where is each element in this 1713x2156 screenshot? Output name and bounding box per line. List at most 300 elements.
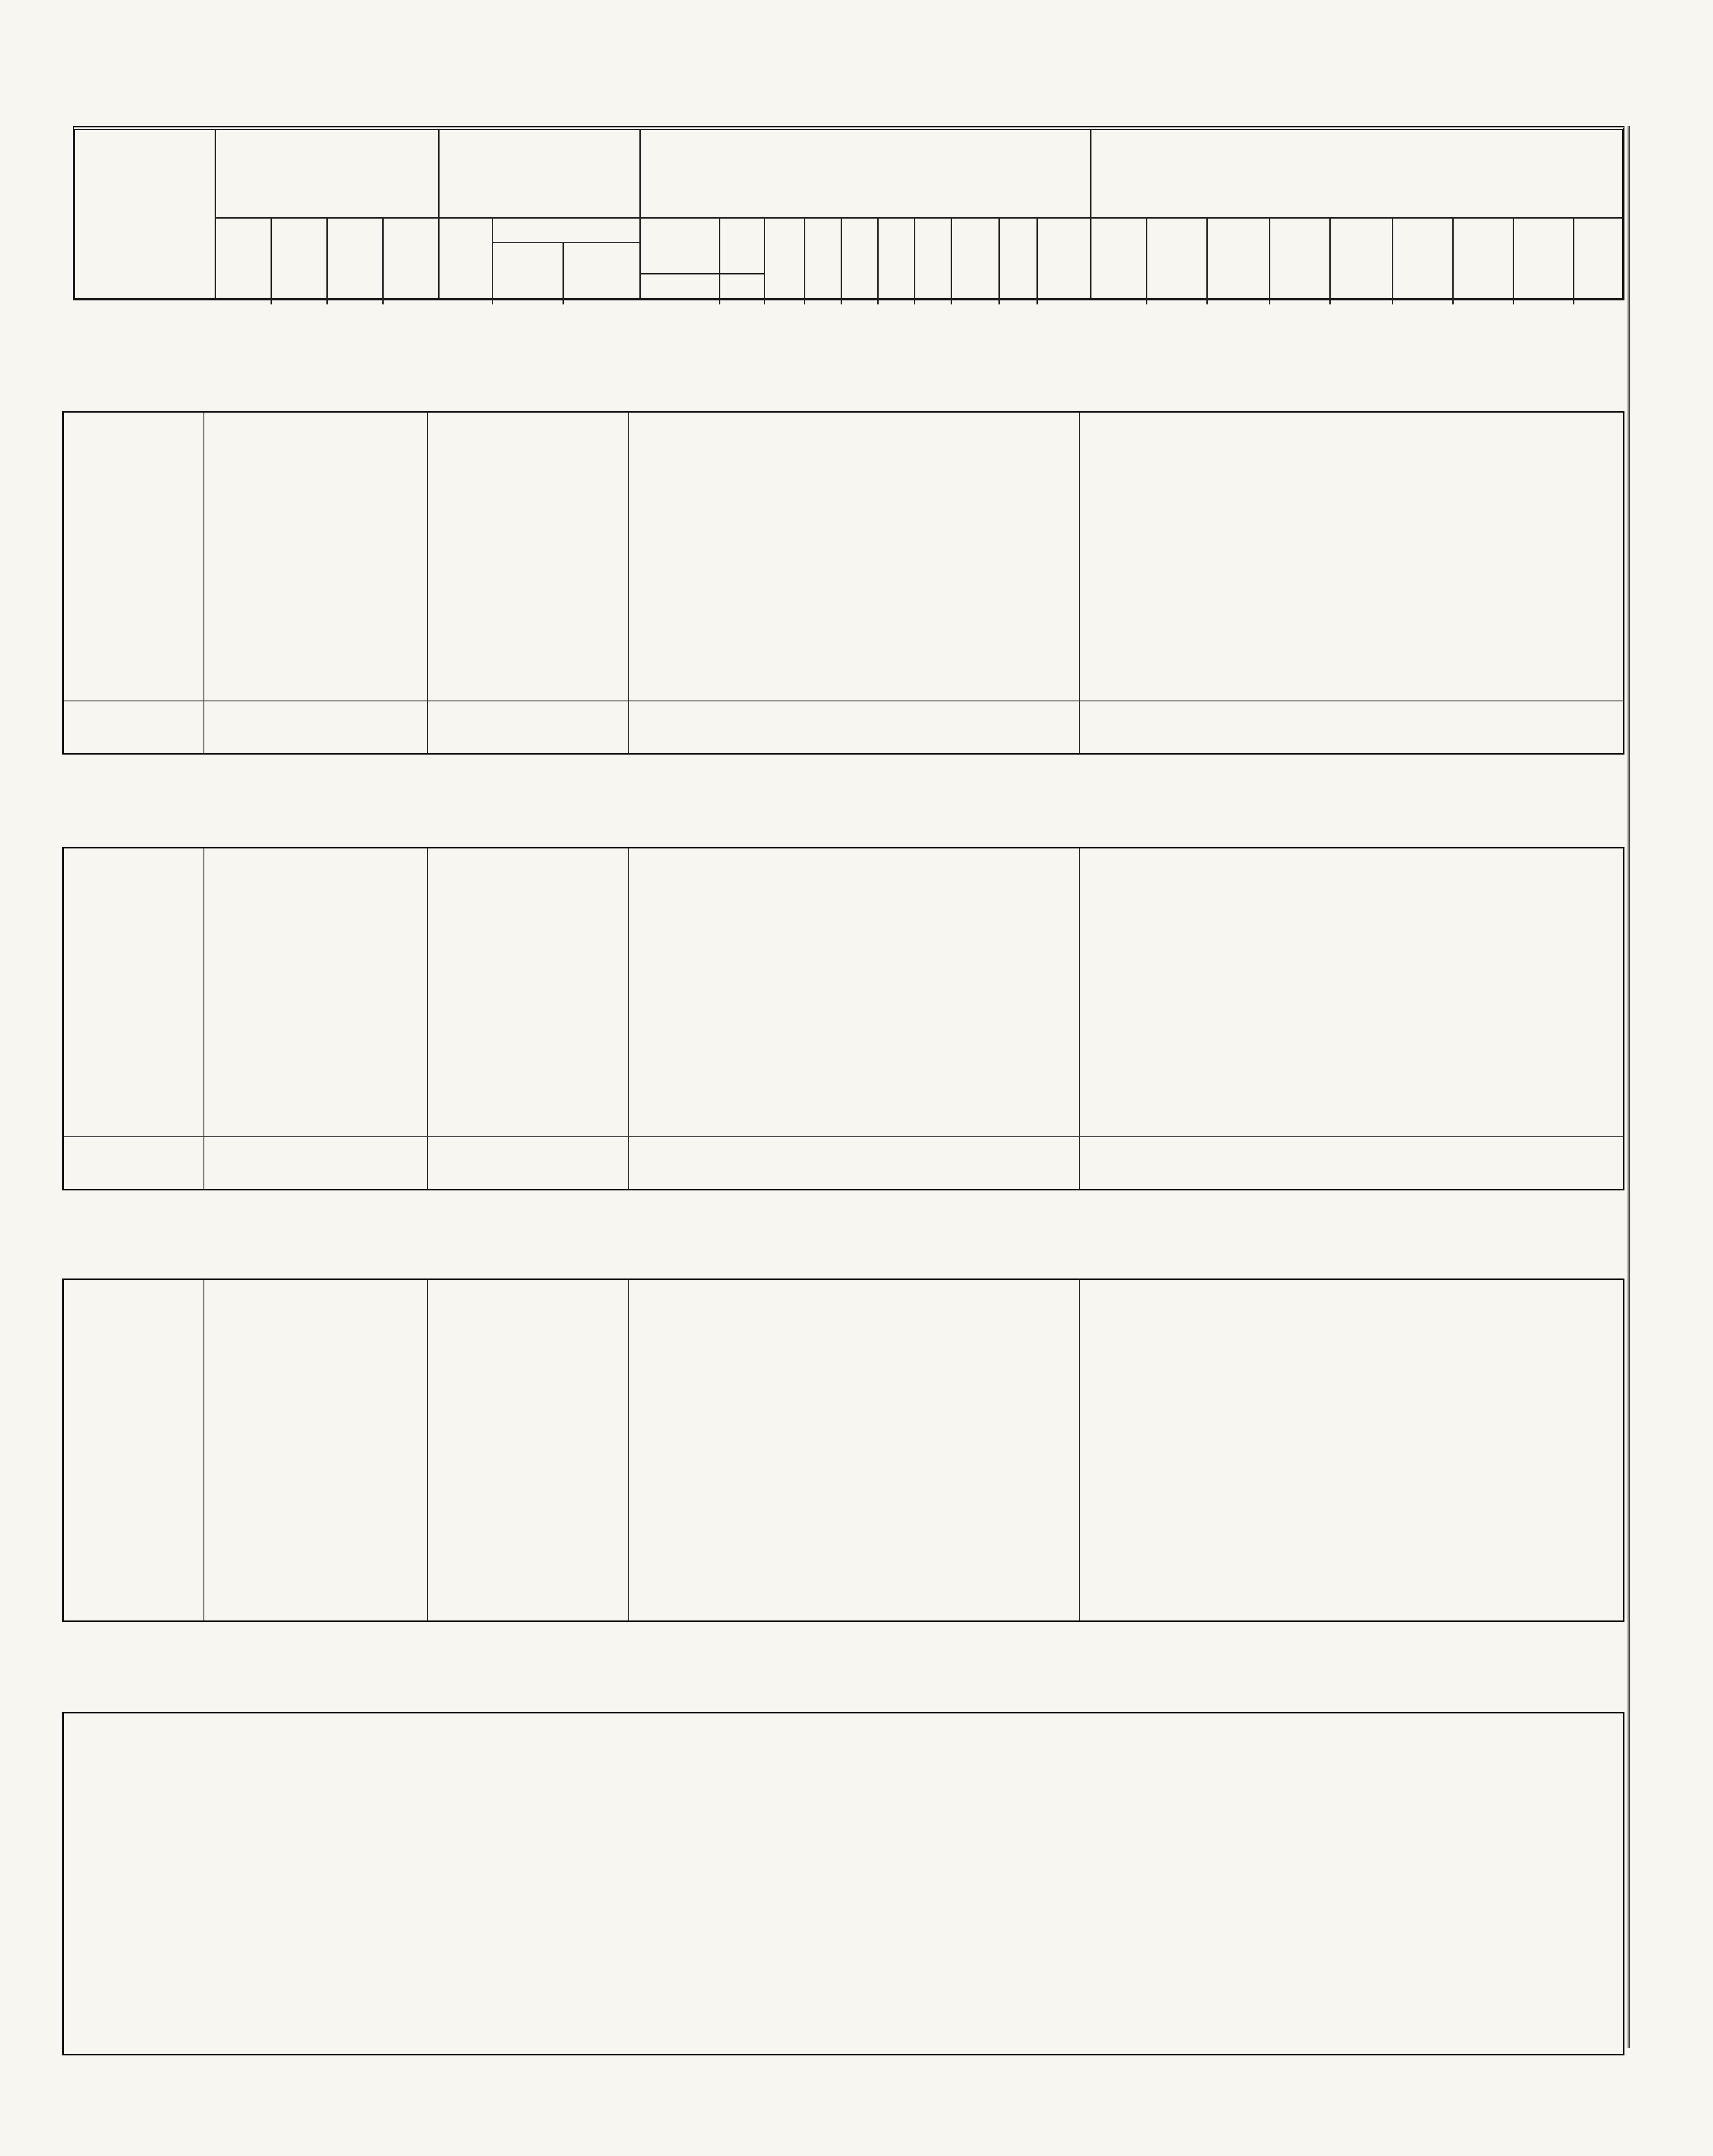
cell <box>1562 1380 1624 1401</box>
cell <box>1195 1105 1258 1125</box>
cell <box>939 1042 987 1062</box>
cell <box>866 462 903 482</box>
cell <box>939 1084 987 1104</box>
cell <box>314 1063 370 1083</box>
cell <box>1025 898 1079 918</box>
table-row <box>64 555 1623 575</box>
cell <box>370 1380 426 1401</box>
cell <box>258 949 314 969</box>
cell <box>480 534 549 554</box>
cell <box>426 1287 480 1308</box>
cell <box>939 1063 987 1083</box>
cell <box>1258 949 1318 969</box>
cell <box>480 1042 549 1062</box>
cell <box>753 1287 793 1308</box>
ge01b-header <box>764 222 804 242</box>
cell <box>1025 991 1079 1011</box>
betrag-header <box>492 249 563 275</box>
cell <box>1258 1084 1318 1104</box>
cell <box>793 1329 829 1350</box>
cell <box>903 970 939 990</box>
cell <box>1258 420 1318 440</box>
cell <box>480 1105 549 1125</box>
cell <box>207 1287 258 1308</box>
cell <box>627 701 706 722</box>
cell <box>370 898 426 918</box>
cell <box>1079 1329 1135 1350</box>
cell <box>793 420 829 440</box>
cell <box>1079 1137 1135 1158</box>
cell <box>1502 1105 1562 1125</box>
cell <box>370 669 426 689</box>
cell <box>480 483 549 503</box>
table-row <box>64 1401 1623 1422</box>
cell <box>1079 877 1135 897</box>
cell <box>426 1401 480 1422</box>
month-label <box>64 1308 198 1329</box>
cell <box>793 555 829 575</box>
cell <box>706 1308 753 1329</box>
cell <box>706 1137 753 1158</box>
cell <box>1135 1401 1195 1422</box>
cell <box>1258 877 1318 897</box>
cell <box>903 898 939 918</box>
cell <box>549 534 627 554</box>
cell <box>793 1287 829 1308</box>
cell <box>426 1329 480 1350</box>
cell <box>1258 1287 1318 1308</box>
cell <box>793 648 829 668</box>
cell <box>1195 919 1258 939</box>
cell <box>987 1063 1025 1083</box>
cell <box>1135 1063 1195 1083</box>
cell <box>866 1380 903 1401</box>
cell <box>1135 576 1195 596</box>
cell <box>426 483 480 503</box>
cell <box>1562 1137 1624 1158</box>
cell <box>1318 1084 1381 1104</box>
cell <box>1079 483 1135 503</box>
cell <box>829 1422 866 1443</box>
cell <box>793 1105 829 1125</box>
month-label <box>64 1042 198 1062</box>
cell <box>627 648 706 668</box>
cell <box>903 669 939 689</box>
cell <box>370 1042 426 1062</box>
cell <box>939 1287 987 1308</box>
cell <box>480 970 549 990</box>
cell <box>866 555 903 575</box>
cell <box>866 1063 903 1083</box>
cell <box>1258 1443 1318 1464</box>
cell <box>829 1063 866 1083</box>
table-row-year <box>64 1136 1623 1157</box>
cell <box>480 555 549 575</box>
cell <box>207 483 258 503</box>
cell <box>1318 1329 1381 1350</box>
cell <box>1025 627 1079 647</box>
table-row <box>64 1308 1623 1329</box>
cell <box>207 1401 258 1422</box>
cell <box>480 1329 549 1350</box>
cell <box>258 1287 314 1308</box>
cell <box>207 627 258 647</box>
cell <box>1381 669 1441 689</box>
wind-e <box>1206 233 1269 287</box>
cell <box>1135 1012 1195 1032</box>
cell <box>1562 648 1624 668</box>
wind-nw <box>1513 233 1573 287</box>
cell <box>1318 462 1381 482</box>
cell <box>1502 1042 1562 1062</box>
cell <box>1381 1137 1441 1158</box>
cell <box>753 1105 793 1125</box>
cell <box>314 1401 370 1422</box>
cell <box>1025 1380 1079 1401</box>
cell <box>258 856 314 876</box>
cell <box>1025 606 1079 626</box>
cell <box>370 420 426 440</box>
cell <box>370 1012 426 1032</box>
cell <box>207 949 258 969</box>
cell <box>1502 1329 1562 1350</box>
cell <box>480 669 549 689</box>
month-label <box>64 970 198 990</box>
cell <box>207 1422 258 1443</box>
cell <box>1135 513 1195 533</box>
cell <box>1562 1105 1624 1125</box>
cell <box>829 1042 866 1062</box>
cell <box>370 576 426 596</box>
cell <box>627 991 706 1011</box>
table-row <box>64 606 1623 626</box>
cell <box>987 1443 1025 1464</box>
cell <box>866 1422 903 1443</box>
cell <box>706 877 753 897</box>
cell <box>987 1380 1025 1401</box>
cell <box>549 1350 627 1371</box>
cell <box>903 949 939 969</box>
cell <box>314 1084 370 1104</box>
cell <box>1441 1287 1502 1308</box>
cell <box>1441 441 1502 461</box>
cell <box>1562 483 1624 503</box>
cell <box>903 627 939 647</box>
table-station-1 <box>62 847 1624 1190</box>
cell <box>987 441 1025 461</box>
month-label <box>64 898 198 918</box>
cell <box>1025 1329 1079 1350</box>
month-label <box>64 877 198 897</box>
cell <box>793 576 829 596</box>
cell <box>793 701 829 722</box>
cell <box>1381 970 1441 990</box>
cell <box>1195 1084 1258 1104</box>
cell <box>1318 877 1381 897</box>
cell <box>370 1137 426 1158</box>
cell <box>753 606 793 626</box>
cell <box>627 1350 706 1371</box>
cell <box>207 919 258 939</box>
cell <box>987 576 1025 596</box>
cell <box>1135 898 1195 918</box>
cell <box>1025 1401 1079 1422</box>
cell <box>706 970 753 990</box>
cell <box>1079 1012 1135 1032</box>
cell <box>1318 627 1381 647</box>
cell <box>1079 606 1135 626</box>
cell <box>370 1287 426 1308</box>
cell <box>314 1042 370 1062</box>
cell <box>1381 1042 1441 1062</box>
cell <box>1025 555 1079 575</box>
cell <box>1502 970 1562 990</box>
cell <box>1195 1308 1258 1329</box>
cell <box>903 1401 939 1422</box>
cell <box>426 1105 480 1125</box>
cell <box>706 1105 753 1125</box>
cell <box>1025 462 1079 482</box>
cell <box>903 441 939 461</box>
cell <box>706 701 753 722</box>
cell <box>1562 970 1624 990</box>
month-label <box>64 513 198 533</box>
cell <box>866 513 903 533</box>
cell <box>1318 1063 1381 1083</box>
cell <box>706 949 753 969</box>
cell <box>1441 898 1502 918</box>
cell <box>1562 919 1624 939</box>
cell <box>1258 1137 1318 1158</box>
cell <box>793 1063 829 1083</box>
cell <box>370 555 426 575</box>
cell <box>1562 1063 1624 1083</box>
cell <box>627 919 706 939</box>
cell <box>987 701 1025 722</box>
cell <box>1562 1308 1624 1329</box>
cell <box>939 1329 987 1350</box>
table-row <box>64 648 1623 668</box>
cell <box>258 1380 314 1401</box>
cell <box>1381 513 1441 533</box>
cell <box>549 669 627 689</box>
cell <box>549 1084 627 1104</box>
cell <box>258 462 314 482</box>
table-row <box>64 420 1623 440</box>
cell <box>706 1350 753 1371</box>
cell <box>370 1401 426 1422</box>
cell <box>627 606 706 626</box>
cell <box>549 627 627 647</box>
cell <box>1441 970 1502 990</box>
cell <box>1318 1308 1381 1329</box>
wind-sw <box>1392 233 1452 287</box>
cell <box>314 1287 370 1308</box>
cell <box>1562 441 1624 461</box>
cell <box>1318 1401 1381 1422</box>
cell <box>1135 420 1195 440</box>
cell <box>903 1042 939 1062</box>
cell <box>706 1063 753 1083</box>
cell <box>480 1350 549 1371</box>
cell <box>426 919 480 939</box>
cell <box>480 1137 549 1158</box>
cell <box>370 483 426 503</box>
rule <box>639 273 764 274</box>
cell <box>258 441 314 461</box>
cell <box>314 1012 370 1032</box>
cell <box>753 919 793 939</box>
cell <box>1135 462 1195 482</box>
cell <box>1441 1137 1502 1158</box>
cell <box>1258 606 1318 626</box>
cell <box>207 555 258 575</box>
cell <box>627 513 706 533</box>
cell <box>549 856 627 876</box>
table-row <box>64 627 1623 647</box>
cell <box>1258 627 1318 647</box>
col-2p <box>271 233 326 278</box>
cell <box>627 1443 706 1464</box>
month-label <box>64 1012 198 1032</box>
table-row <box>64 1287 1623 1308</box>
cell <box>1381 1422 1441 1443</box>
cell <box>1079 1084 1135 1104</box>
cell <box>207 898 258 918</box>
cell <box>549 1287 627 1308</box>
cell <box>903 1443 939 1464</box>
cell <box>1079 1350 1135 1371</box>
cell <box>1195 1380 1258 1401</box>
cell <box>258 534 314 554</box>
cell <box>706 1380 753 1401</box>
cell <box>1079 970 1135 990</box>
cell <box>866 420 903 440</box>
cell <box>207 1308 258 1329</box>
cell <box>1258 701 1318 722</box>
cell <box>987 534 1025 554</box>
cell <box>314 534 370 554</box>
cell <box>1562 462 1624 482</box>
cell <box>1135 1137 1195 1158</box>
cell <box>1502 1137 1562 1158</box>
cell <box>866 441 903 461</box>
cell <box>1258 555 1318 575</box>
cell <box>866 1329 903 1350</box>
cell <box>706 606 753 626</box>
cell <box>1258 1012 1318 1032</box>
cell <box>939 1422 987 1443</box>
cell <box>549 483 627 503</box>
cell <box>1441 919 1502 939</box>
cell <box>829 576 866 596</box>
table-station-3 <box>62 1712 1624 2055</box>
cell <box>627 1105 706 1125</box>
cell <box>1381 877 1441 897</box>
cell <box>549 576 627 596</box>
cell <box>939 1105 987 1125</box>
cell <box>987 1329 1025 1350</box>
cell <box>1079 898 1135 918</box>
cell <box>866 534 903 554</box>
cell <box>1135 1308 1195 1329</box>
cell <box>1502 441 1562 461</box>
cell <box>829 919 866 939</box>
cell <box>939 1443 987 1464</box>
cell <box>866 648 903 668</box>
col-9p <box>326 233 382 278</box>
cell <box>1195 898 1258 918</box>
cell <box>426 441 480 461</box>
cell <box>706 555 753 575</box>
cell <box>1381 1329 1441 1350</box>
cell <box>1441 420 1502 440</box>
cell <box>753 856 793 876</box>
cell <box>1258 1380 1318 1401</box>
cell <box>1195 1329 1258 1350</box>
cell <box>1135 701 1195 722</box>
cell <box>1441 1443 1502 1464</box>
cell <box>706 1287 753 1308</box>
cell <box>480 627 549 647</box>
rule <box>639 130 641 298</box>
cell <box>706 576 753 596</box>
cell <box>207 1380 258 1401</box>
cell <box>866 627 903 647</box>
unit-mm <box>764 242 804 260</box>
cell <box>627 555 706 575</box>
cell <box>1441 513 1502 533</box>
cell <box>793 441 829 461</box>
unit-mm <box>438 278 492 300</box>
cell <box>1318 669 1381 689</box>
cell <box>1195 420 1258 440</box>
cell <box>627 877 706 897</box>
cell <box>939 1380 987 1401</box>
cell <box>793 462 829 482</box>
cell <box>314 576 370 596</box>
table-row <box>64 441 1623 461</box>
cell <box>1079 856 1135 876</box>
cell <box>549 1012 627 1032</box>
cell <box>426 1137 480 1158</box>
cell <box>627 970 706 990</box>
cell <box>1381 856 1441 876</box>
cell <box>987 555 1025 575</box>
cell <box>1381 1105 1441 1125</box>
column-header <box>73 126 1624 300</box>
snow-icon <box>764 264 804 300</box>
cell <box>939 606 987 626</box>
cell <box>1381 441 1441 461</box>
cell <box>258 483 314 503</box>
cell <box>480 1401 549 1422</box>
cell <box>480 1380 549 1401</box>
cell <box>706 627 753 647</box>
month-label <box>64 627 198 647</box>
cell <box>314 420 370 440</box>
cell <box>1135 877 1195 897</box>
cell <box>829 856 866 876</box>
cell <box>753 877 793 897</box>
cell <box>1135 606 1195 626</box>
table-station-2 <box>62 1278 1624 1622</box>
cell <box>1025 1105 1079 1125</box>
cell <box>549 1308 627 1329</box>
cell <box>314 877 370 897</box>
cell <box>370 877 426 897</box>
cell <box>939 970 987 990</box>
